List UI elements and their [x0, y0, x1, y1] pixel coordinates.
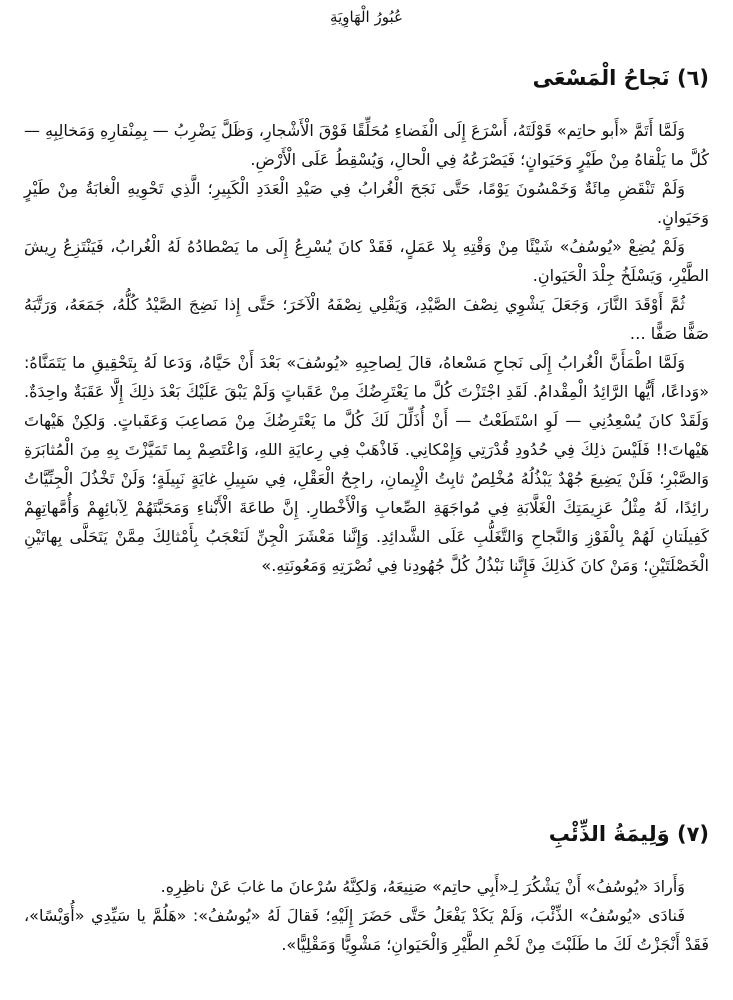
paragraph: فَنادَى «يُوسُفُ» الذِّئْبَ، وَلَمْ يَكَدْ يَفْعَلُ حَتَّى حَضَرَ إِلَيْهِ؛ فَقالَ لَهُ «يُوسُفُ»: «هَلُمَّ يا سَيِّدِي «أُوَيْسًا»، فَقَدْ أَنْجَزْتُ لَكَ ما طَلَبْتَ مِنْ لَحْمِ الطَّيْرِ وَالْحَيَوانِ؛ مَشْوِيًّا وَمَقْلِيًّا». — [24, 906, 709, 954]
paragraph: وَأَرادَ «يُوسُفُ» أَنْ يَشْكُرَ لِـ«أَبِي حاتِم» صَنِيعَهُ، وَلكِنَّهُ سُرْعانَ ما غابَ عَنْ ناظِرِهِ. — [160, 877, 685, 896]
paragraph: وَلَمْ يُضِعْ «يُوسُفُ» شَيْئًا مِنْ وَقْتِهِ بِلا عَمَلٍ، فَقَدْ كانَ يُسْرِعُ إِلَى ما يَصْطادُهُ لَهُ الْغُرابُ، فَيَنْتَزِعُ رِيشَ الطَّيْرِ، وَيَسْلَخُ جِلْدَ الْحَيَوانِ. — [24, 237, 709, 285]
paragraph: وَلَمْ تَنْقَضِ مِائَةٌ وَخَمْسُونَ يَوْمًا، حَتَّى نَجَحَ الْغُرابُ فِي صَيْدِ الْعَدَدِ الْكَبِيرِ؛ الَّذِي تَحْوِيهِ الْغابَةُ مِنْ طَيْرٍ وَحَيَوانٍ. — [24, 179, 709, 227]
running-head: عُبُورُ الْهَاوِيَةِ — [330, 8, 403, 26]
paragraph: وَلَمَّا أَتَمَّ «أَبو حاتِم» قَوْلَتَهُ، أَسْرَعَ إِلَى الْفَضاءِ مُحَلِّقًا فَوْقَ الْأَشْجارِ، وَظَلَّ يَضْرِبُ — بِمِنْقارِهِ وَمَخالِبِهِ — كُلَّ ما يَلْقاهُ مِنْ طَيْرٍ وَحَيَوانٍ؛ فَيَصْرَعُهُ فِي الْحالِ، وَيُسْقِطُ عَلَى الْأَرْضِ. — [24, 121, 709, 169]
paragraph: ثُمَّ أَوْقَدَ النَّارَ، وَجَعَلَ يَشْوِي نِصْفَ الصَّيْدِ، وَيَقْلِي نِصْفَهُ الْآخَرَ؛ حَتَّى إِذا نَضِجَ الصَّيْدُ كُلُّهُ، جَمَعَهُ، وَرَتَّبَهُ صَفًّا صَفًّا … — [24, 295, 709, 343]
section-title-7: (٧) وَلِيمَةُ الذِّئْبِ — [548, 822, 709, 846]
section-title-6: (٦) نَجاحُ الْمَسْعَى — [532, 66, 709, 90]
section-body-6 — [24, 116, 709, 580]
section-body-7 — [24, 872, 709, 959]
paragraph: وَلَمَّا اطْمَأَنَّ الْغُرابُ إِلَى نَجاحِ مَسْعاهُ، قالَ لِصاحِبِهِ «يُوسُفَ» بَعْدَ أَنْ حَيَّاهُ، وَدَعا لَهُ بِتَحْقِيقِ ما يَتَمَنَّاهُ: «وَداعًا، أَيُّها الرَّائِدُ الْمِقْدامُ. لَقَدِ اجْتَزْتَ كُلَّ ما يَعْتَرِضُكَ مِنْ عَقَباتٍ وَلَمْ يَبْقَ عَلَيْكَ بَعْدَ ذلِكَ إِلَّا عَقَبَةٌ واحِدَةٌ. وَلَقَدْ كانَ يُسْعِدُنِي — لَوِ اسْتَطَعْتُ — أَنْ أُذَلِّلَ لَكَ كُلَّ ما يَعْتَرِضُكَ مِنْ مَصاعِبَ وَعَقَباتٍ. وَلكِنْ هَيْهاتَ هَيْهاتَ!! فَلَيْسَ ذلِكَ فِي حُدُودِ قُدْرَتِي وَإِمْكانِي. فَاذْهَبْ فِي رِعايَةِ اللهِ، وَاعْتَصِمْ بِما تَمَيَّزْتَ بِهِ مِنَ الْمُثابَرَةِ وَالصَّبْرِ؛ فَلَنْ يَضِيعَ جُهْدٌ يَبْذُلُهُ مُخْلِصٌ ثابِتُ الْإِيمانِ، راجِحُ الْعَقْلِ، فِي سَبِيلِ غايَةٍ نَبِيلَةٍ؛ وَلَنْ تَخْذُلَ الْجِنِّيَّاتُ رائِدًا، لَهُ مِثْلُ عَزِيمَتِكَ الْغَلَّابَةِ فِي مُواجَهَةِ الصِّعابِ وَالْأَخْطارِ. إِنَّ طاعَةَ الْأَبْناءِ وَمَحَبَّتَهُمْ لِآبائِهِمْ وَأُمَّهاتِهِمْ كَفِيلَتانِ لَهُمْ بِالْفَوْزِ وَالنَّجاحِ وَالتَّغَلُّبِ عَلَى الشَّدائِدِ. وَإِنَّنا مَعْشَرَ الْجِنِّ لَنَعْجَبُ بِأَمْثالِكَ مِمَّنْ يَتَحَلَّى بِهاتَيْنِ الْخَصْلَتَيْنِ؛ وَمَنْ كانَ كَذلِكَ فَإِنَّنا نَبْذُلُ كُلَّ جُهُودِنا فِي نُصْرَتِهِ وَمَعُونَتِهِ.» — [24, 353, 709, 575]
